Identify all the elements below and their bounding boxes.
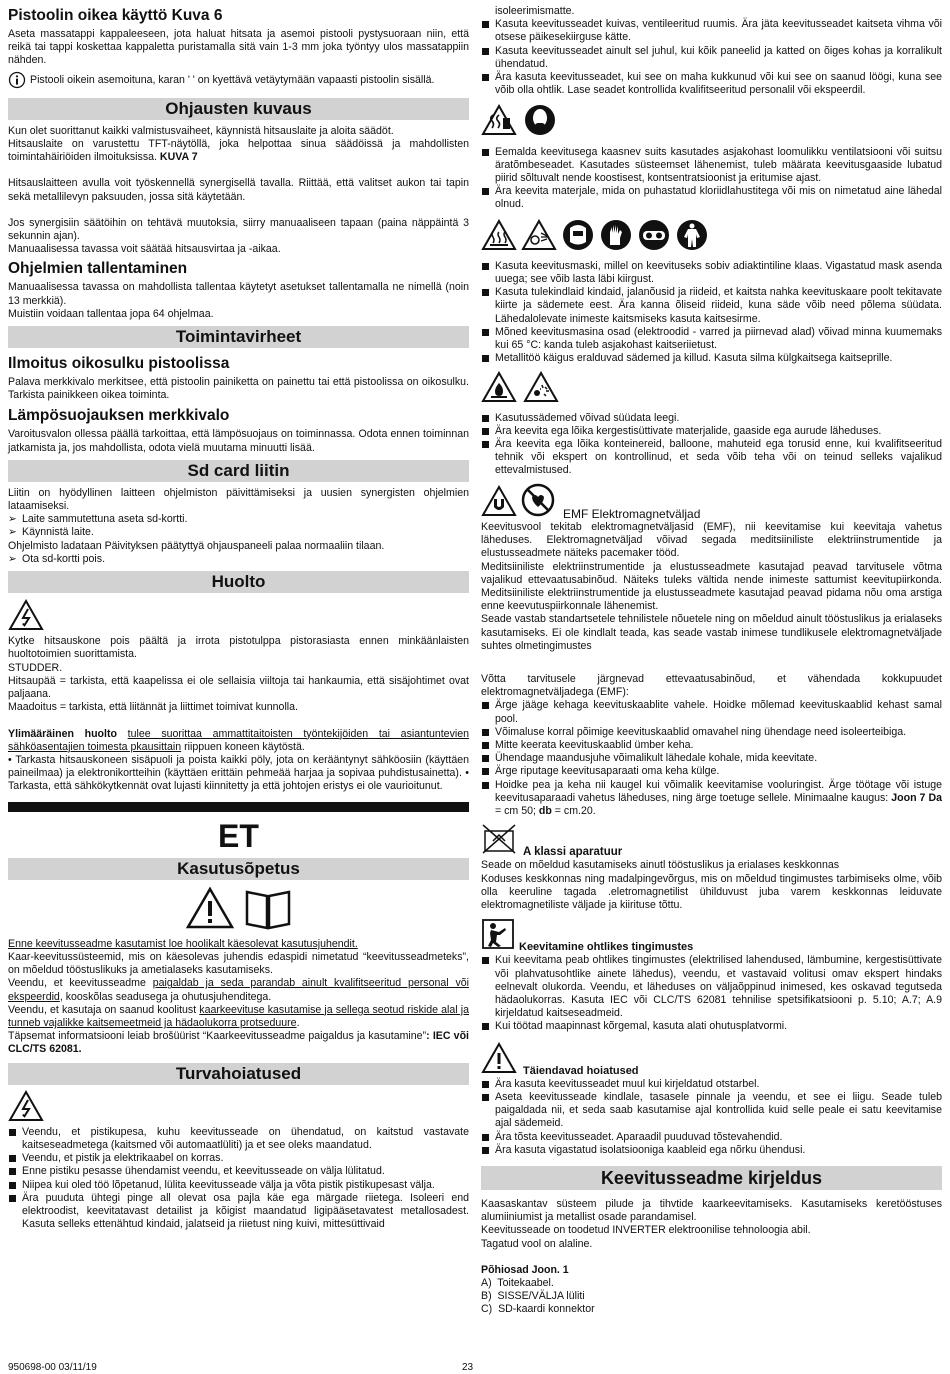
list-items5: [481, 699, 942, 778]
section-band-toiminta: Toimintavirheet: [8, 326, 469, 348]
manual-book-icon: [243, 886, 293, 934]
additional-header: [481, 1042, 942, 1078]
right-column: [481, 5, 942, 1317]
list-item: A) Toitekaabel.: [481, 1277, 554, 1290]
list-item: Ära tõsta keevitusseadet. Aparaadil puuduvad tõstevahendid.: [481, 1131, 942, 1144]
parts-title: Põhiosad Joon. 1: [481, 1263, 569, 1276]
bullet-square: [482, 702, 489, 709]
page-number: 23: [462, 1362, 474, 1373]
bullet-square: [482, 742, 489, 749]
paragraph: Hitsaupää = tarkista, että kaapelissa ei ole sellaisia viiltoja tai hankaumia, että sisäjohtimet ovat paljaana.: [8, 674, 469, 701]
emf-header: [481, 483, 942, 521]
bullet-square: [482, 1094, 489, 1101]
ppe-icons: [481, 218, 942, 256]
bullet-square: [482, 1081, 489, 1088]
list-item: ➢ Ota sd-kortti pois.: [8, 552, 106, 565]
heading-ohjelmien: Ohjelmien tallentaminen: [8, 260, 188, 278]
bullet-square: [482, 415, 489, 422]
bullet-square: [482, 74, 489, 81]
welding-mask-icon: [561, 218, 595, 256]
hot-surface-icon: [481, 219, 517, 255]
bullet-square: [482, 188, 489, 195]
paragraph: • Tarkasta hitsauskoneen sisäpuoli ja poista kaikki pöly, jota on kerääntynyt sähköosiin (käyttäen paineilmaa) ja elektronikortteihin (käyttäen erittäin pehmeää harjaa ja sopivaa puhdistusainetta). • Tarkasta, että sähkökytkennät ovat lujasti kiinnitetty ja että johtojen eristys ei ole vaurioitunut.: [8, 753, 469, 793]
list-item: Ärge jääge kehaga keevituskaablite vahele. Hoidke mõlemad keevituskaablid kehast samal pool.: [481, 699, 942, 725]
list-items7: [481, 1078, 942, 1157]
paragraph: Keevitusvool tekitab elektromagnetväljasid (EMF), nii keevitamise kui keevitaja vahetus läheduses. Elektromagnetväljad võivad segada meditsiiniliste elektriinstrumentide ja elustusseadmete näiteks pacemaker tööd.: [481, 520, 942, 560]
warning-icon: [481, 1042, 517, 1078]
hazardous-conditions-icon: [481, 918, 515, 954]
list-item: Eemalda keevitusega kaasnev suits kasutades asjakohast loomulikku ventilatsiooni või suitsu äratõmbeseadet. Kasutades süsteemset lähenemist, tuleb määrata keevitusgaaside lubatud piirid sõltuvalt nende koostisest, kontsentratsioonist ja eritumise ajast.: [481, 146, 942, 186]
list-items4: [481, 412, 942, 478]
bullet-square: [482, 263, 489, 270]
electric-hazard-icon: [8, 1090, 44, 1126]
bullet-square: [482, 441, 489, 448]
section-band-kasutus: Kasutusõpetus: [8, 858, 469, 880]
list-item: Ära keevita ega lõika konteinereid, balloone, mahuteid ega torusid enne, kui kvalifitseeritud tehnik või ekspert on kontrollinud, et seda võib teha või on teinud selleks vajalikud ettevalmistused.: [481, 438, 942, 478]
section-band-ohjausten: Ohjausten kuvaus: [8, 98, 469, 120]
list-items6: [481, 954, 942, 1033]
list-item: Ärge riputage keevitusaparaati oma keha külge.: [481, 765, 942, 778]
section-band-sd: Sd card liitin: [8, 460, 469, 482]
paragraph: Palava merkkivalo merkitsee, että pistoolin painiketta on painettu tai että pistoolissa on oikosulku. Tarkista painikkeen oikea toiminta.: [8, 376, 469, 402]
list-item: C) SD-kaardi konnektor: [481, 1303, 595, 1316]
paragraph: isoleerimismatte.: [495, 5, 575, 17]
respirator-icon: [523, 103, 557, 141]
paragraph: Varoitusvalon ollessa päällä tarkoittaa, että lämpösuojaus on toiminnassa. Odota ennen toiminnan jatkamista ja, jos mahdollista, odota vielä muutama minuutti lisää.: [8, 428, 469, 454]
list-items3: [481, 260, 942, 366]
fire-icons: [481, 371, 942, 407]
list-item: Ühendage maandusjuhe võimalikult lähedale kohale, mida keevitate.: [481, 752, 942, 765]
list-items2: [481, 146, 942, 212]
explosion-hazard-icon: [523, 371, 559, 407]
list-item: Mitte keerata keevituskaablid ümber keha.: [481, 739, 942, 752]
fume-icons: [481, 103, 942, 141]
language-code: ET: [218, 817, 259, 854]
heading-lampo: Lämpösuojauksen merkkivalo: [8, 407, 230, 425]
list-item: Veendu, et pistik ja elektrikaabel on korras.: [8, 1152, 469, 1165]
paragraph: Veendu, et keevitusseadme paigaldab ja seda parandab ainult kvalifitseeritud personal või ekspeerdid, kooskõlas seadusega ja ohutusjuhenditega.: [8, 977, 469, 1003]
list-item: Veendu, et pistikupesa, kuhu keevitusseade on ühendatud, on kaitstud vastavate kaitseseadmetega (kaitsmed või automaatlüliti) ja et see oleks maandatud.: [8, 1126, 469, 1152]
bullet-square: [482, 755, 489, 762]
bullet-square: [9, 1195, 16, 1202]
class-a-title: A klassi aparatuur: [523, 846, 623, 859]
list-item: Ära kasuta keevitusseadet muul kui kirjeldatud otstarbel.: [481, 1078, 942, 1091]
paragraph: Kaar-keevitussüsteemid, mis on käesolevas juhendis edaspidi nimetatud “keevitusseadmeteks”, on mõeldud tööstuslikuks ja ametialaseks kasutamiseks.: [8, 950, 469, 977]
paragraph: Ohjelmisto ladataan Päivityksen päätyttyä ohjauspaneeli palaa normaaliin tilaan.: [8, 539, 385, 552]
paragraph: Liitin on hyödyllinen laitteen ohjelmiston päivittämiseksi ja uusien synergisten ohjelmien lataamiseksi.: [8, 486, 469, 513]
hazard-header: [481, 918, 942, 954]
bullet-square: [482, 1147, 489, 1154]
section-band-kirjeldus: Keevitusseadme kirjeldus: [481, 1166, 942, 1190]
bullet-square: [482, 355, 489, 362]
bullet-square: [482, 1023, 489, 1030]
eye-protection-icon: [521, 219, 557, 255]
info-note-text: Pistooli oikein asemoituna, karan ' ' on kyettävä vetäytymään vapaasti pistoolin sisällä.: [30, 73, 435, 86]
warning-icon: [185, 886, 235, 934]
list-item: Kui töötad maapinnast kõrgemal, kasuta alati ohutusplatvormi.: [481, 1020, 942, 1033]
list-item: ➢ Laite sammutettuna aseta sd-kortti.: [8, 513, 188, 526]
heading-ilmoitus: Ilmoitus oikosulku pistoolissa: [8, 355, 230, 373]
list-item: Mõned keevitusmasina osad (elektroodid - varred ja piirnevad alad) võivad minna kuumemaks kui 65 °C: kanda tuleb asjakohast kaitseriietust.: [481, 326, 942, 352]
paragraph: Hitsauslaitteen avulla voit työskennellä synergisellä tavalla. Riittää, että valitset aukon tai tapin sekä metallilevyn paksuuden, jossa sitä käytetään.: [8, 177, 469, 203]
bullet-square: [482, 729, 489, 736]
paragraph: Ylimääräinen huolto tulee suorittaa ammattitaitoisten työntekijöiden tai asiantuntevien sähköasentajien toimesta pkausittain riippuen koneen käytöstä.: [8, 727, 470, 753]
paragraph: Kytke hitsauskone pois päältä ja irrota pistotulppa pistorasiasta ennen minkäänlaisten huoltotoimien suorittamista.: [8, 635, 469, 661]
turva-list: [8, 1126, 469, 1232]
paragraph: STUDDER.: [8, 661, 63, 674]
list-item: Niipea kui oled töö lõpetanud, lülita keevitusseade välja ja võta pistik pistikupesast välja.: [8, 1179, 469, 1192]
emf-title: EMF Elektromagnetväljad: [563, 506, 701, 521]
class-a-header: [481, 823, 942, 859]
list-item: Kasuta keevitusmaski, millel on keevituseks sobiv adiaktintiline klaas. Vigastatud mask asenda uuega; see võib lasta läbi kiirgust.: [481, 260, 942, 286]
bullet-square: [482, 21, 489, 28]
fire-hazard-icon: [481, 371, 517, 407]
fumes-icon: [481, 104, 517, 140]
list-items1: [481, 18, 942, 97]
paragraph: Maadoitus = tarkista, että liitännät ja liittimet toimivat kunnolla.: [8, 701, 298, 714]
electric-hazard-icon: [8, 599, 44, 635]
additional-title: Täiendavad hoiatused: [523, 1064, 639, 1077]
paragraph: Seade vastab standartsetele tehnilistele nõuetele ning on mõeldud ainult tööstuslikus ja erialaseks kasutamiseks. Ei ole kindlalt teada, kas seade vastab inimese tundlikusele elektromagnetväljade suhtes olmetingimustes: [481, 613, 942, 652]
hazardous-title: Keevitamine ohtlikes tingimustes: [519, 941, 694, 954]
list-item: Võimaluse korral põimige keevituskaablid omavahel ning ühendage need isoleerteibiga.: [481, 726, 942, 739]
divider-bar: [8, 802, 469, 812]
list-item: Ära keevita ega lõika kergestisüttivate materjalide, gaaside ega aurude läheduses.: [481, 425, 942, 438]
warning-icons: [8, 886, 469, 934]
coverall-icon: [675, 218, 709, 256]
info-icon: [8, 71, 26, 93]
class-a-icon: [481, 823, 517, 859]
list-item: Ära puuduta ühtegi pinge all olevat osa pajla käe ega märgade riietega. Isoleeri end elektroodist, keevitatavast detailist ja kõigist maandatud ligipääsetavatest metallosadest. Kasuta selleks ettenähtud kindaid, jalatseid ja riietust ning kuivi, mittesüttivaid: [8, 1192, 469, 1232]
paragraph: Meditsiiniliste elektriinstrumentide ja elustusseadmete kasutajad peavad tarvitusele võtma vajalikud ettevaatusabinõud. Näiteks tuleks vältida nende inimeste sattumist keevitupiirkonda. Meditsiiniliste elektriinstrumentide ja elustusseadmete kasutajad peavad pidama nõu oma arstiga enne keevutuspiirkonnale lähenemist.: [481, 560, 942, 613]
left-column: [8, 6, 469, 1231]
paragraph: Aseta massatappi kappaleeseen, jota haluat hitsata ja asemoi pistooli pystysuoraan niin, että reikä tai tappi koskettaa kappaletta puristamalla sitä vain 1-3 mm joka työntyy ulos massatappiin nähden.: [8, 28, 469, 67]
paragraph: Kaasaskantav süsteem pilude ja tihvtide kaarkeevitamiseks. Kasutamiseks keretööstuses alumiiniumist ja metallist osade parandamisel.: [481, 1198, 942, 1224]
paragraph: Tagatud vool on alaline.: [481, 1237, 593, 1250]
list-item: ➢ Käynnistä laite.: [8, 526, 94, 539]
magnetic-field-icon: [481, 485, 517, 521]
list-item: Kui keevitama peab ohtlikes tingimustes (elektrilised lahendused, lämbumine, kergestisüttivate või plahvatusohtlike ainete lähedus), veendu, et vastavaid volitusi omav ekspert hindaks eelnevalt olukorda. Veendu, et läheduses on väljaõppinud inimesed, kes oskavad tegutseda hädaolukorras. Kasuta IEC või CLC/TS 62081 tehnilise spetsifikatsiooni p. 5.10; A.7; A.9 kirjeldatud kaitseseadmeid.: [481, 954, 942, 1020]
bullet-square: [9, 1168, 16, 1175]
bullet-square: [482, 149, 489, 156]
paragraph: Koduses keskkonnas ning madalpingevõrgus, mis on mõeldud tingimustes tarbimiseks olme, võib olla keeruline tagada .eletromagnetilist ühilduvust juba varem keskkonnas leiduvate elektromagnetiliste väljade ja kiirituse tõttu.: [481, 872, 942, 911]
heading-pistooli: Pistoolin oikea käyttö Kuva 6: [8, 7, 223, 24]
list-item: Ära kasuta keevitusseadet, kui see on maha kukkunud või kui see on saanud löögi, kuna see võib olla ohtlik. Lase seadet kontrollida kvalifitseeritud personalil või ekspeerdil.: [481, 71, 942, 97]
pacemaker-prohibited-icon: [521, 483, 555, 521]
bullet-square: [9, 1129, 16, 1136]
bullet-square: [482, 428, 489, 435]
paragraph: Võtta tarvitusele järgnevad ettevaatusabinõud, et vähendada kokkupuudet elektromagnetväljadega (EMF):: [481, 672, 942, 699]
list-item: Metallitöö käigus eralduvad sädemed ja killud. Kasuta silma külgkaitsega kaitseprille.: [481, 352, 942, 365]
paragraph: Seade on mõeldud kasutamiseks ainutl tööstuslikus ja erialases keskkonnas: [481, 859, 840, 872]
list-item: Kasuta tulekindlaid kindaid, jalanõusid ja riideid, et kaitsta nahka keevituskaare poolt tekitavate kiirte ja sädemete eest. Ära kanna õliseid riideid, kuna säde võib need põlema süüdata. Lähedalolevate inimeste kaitsmiseks kasuta kaitsesirme.: [481, 286, 942, 326]
paragraph: Jos synergisiin säätöihin on tehtävä muutoksia, siirry manuaaliseen tapaan (paina näppäintä 3 sekunnin ajan).: [8, 216, 469, 243]
paragraph: Hitsauslaite on varustettu TFT-näytöllä, joka helpottaa sinua säädöissä ja mahdollisten toimintahäiriöiden ilmoituksissa. KUVA 7: [8, 138, 469, 164]
paragraph: Manuaalisessa tavassa voit säätää hitsausvirtaa ja -aikaa.: [8, 243, 281, 256]
parts-list: [481, 1277, 942, 1317]
list-item: Kasutussädemed võivad süüdata leegi.: [481, 412, 942, 425]
paragraph: Muistiin voidaan tallentaa jopa 64 ohjelmaa.: [8, 307, 214, 320]
gloves-icon: [599, 218, 633, 256]
list-item: Ära keevita materjale, mida on puhastatud kloriidlahustitega või mis on nimetatud aine lähedal olnud.: [481, 185, 942, 211]
list-item: Aseta keevitusseade kindlale, tasasele pinnale ja veendu, et see ei liigu. Seade tuleb paigaldada nii, et seda saab kasutamise ajal kontrollida kuid selle peale ei satu keevitamise ajal sädemeid.: [481, 1091, 942, 1131]
bullet-square: [482, 329, 489, 336]
list-item: Hoidke pea ja keha nii kaugel kui võimalik keevitamise vooluringist. Ärge töötage või istuge keevitusaparaadi vahetus läheduses, ning ärge toetuge sellele. Minimaalne kaugus: Joon 7 Da = cm 50; db = cm.20.: [481, 779, 942, 819]
list-item: B) SISSE/VÄLJA lüliti: [481, 1290, 585, 1303]
paragraph: Kun olet suorittanut kaikki valmistusvaiheet, käynnistä hitsauslaite ja aloita säädöt.: [8, 124, 394, 137]
list-item: Kasuta keevitusseadet ainult sel juhul, kui kõik paneelid ja katted on õiges kohas ja korralikult ühendatud.: [481, 45, 942, 71]
paragraph: Manuaalisessa tavassa on mahdollista tallentaa käytetyt asetukset tallentamalla ne nimellä (noin 13 merkkiä).: [8, 281, 469, 307]
paragraph: Veendu, et kasutaja on saanud koolitust kaarkeevituse kasutamise ja sellega seotud riskide alal ja tunneb vajalikke kaitsemeetmeid ja hädaolukorra protseduure.: [8, 1003, 469, 1029]
section-band-turva: Turvahoiatused: [8, 1063, 469, 1085]
paragraph: Enne keevitusseadme kasutamist loe hoolikalt käesolevat kasutusjuhendit.: [8, 937, 358, 950]
info-note: [8, 71, 469, 93]
bullet-square: [482, 957, 489, 964]
bullet-square: [482, 48, 489, 55]
bullet-square: [482, 768, 489, 775]
bullet-square: [9, 1155, 16, 1162]
list-item: Ära kasuta vigastatud isolatsiooniga kaableid ega nõrku ühendusi.: [481, 1144, 942, 1157]
bullet-square: [9, 1182, 16, 1189]
paragraph: Keevitusseade on toodetud INVERTER elektroonilise tehnoloogia abil.: [481, 1224, 811, 1237]
list-item: Kasuta keevitusseadet kuivas, ventileeritud ruumis. Ära jäta keevitusseadet kaitseta vihma või otsese päikesekiirguse kätte.: [481, 18, 942, 44]
footer-code: 950698-00 03/11/19: [8, 1362, 97, 1373]
list-item: Enne pistiku pesasse ühendamist veendu, et keevitusseade on välja lülitatud.: [8, 1165, 469, 1178]
goggles-icon: [637, 218, 671, 256]
bullet-square: [482, 1134, 489, 1141]
section-band-huolto: Huolto: [8, 571, 469, 593]
paragraph: Täpsemat informatsiooni leiab brošüürist “Kaarkeevitusseadme paigaldus ja kasutamine”: IEC või CLC/TS 62081.: [8, 1030, 469, 1056]
bullet-square: [482, 289, 489, 296]
